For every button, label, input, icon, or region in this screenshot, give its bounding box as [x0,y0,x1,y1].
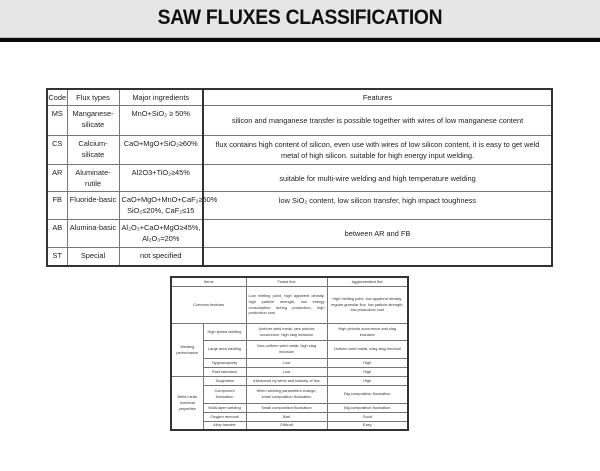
table-row [171,412,408,421]
table-row [47,136,552,165]
fused-cell: Influenced by wires and basicity of flux [246,376,327,385]
features-cell: low SiO₂ content, low silicon transfer, high impact toughness [203,192,552,220]
agglomerated-cell: High pinhole occurrence and slag inclusion [327,323,408,340]
header-code: Code [47,89,67,106]
item-label: Oxygen removal [203,412,246,421]
fused-vs-agglomerated-table [170,276,409,431]
table-row [171,376,408,385]
table-row [171,367,408,376]
table-row [47,192,552,220]
flux-type-cell: Alumina-basic [67,220,119,248]
agglomerated-cell: Big composition fluctuation [327,385,408,403]
table-row [171,403,408,412]
header-flux-types: Flux types [67,89,119,106]
ingredients-line: Al2O3+TiO₂≥45% [131,168,190,177]
title-banner [0,0,600,38]
table-row [171,286,408,323]
item-label: Toughness [203,376,246,385]
flux-classification-table [46,88,553,267]
features-cell: flux contains high content of silicon, even use with wires of low silicon content, it is easy to get weld metal of high silicon. suitable for high energy input welding. [203,136,552,165]
features-cell: silicon and manganese transfer is possible together with wires of low manganese content [203,106,552,136]
fused-cell: Non-uniform weld metal, high slag inclusion [246,340,327,358]
code-cell: CS [47,136,67,165]
fused-cell: Uniform weld metal, rare pinhole occurrence, high slag inclusion [246,323,327,340]
agglomerated-cell: Uniform weld metal, easy slag removal [327,340,408,358]
agglomerated-cell: Big composition fluctuation [327,403,408,412]
ingredients-cell [119,220,203,248]
table-row [47,220,552,248]
table-row [47,248,552,266]
fused-cell: Bad [246,412,327,421]
header-items: Items [171,277,246,286]
fused-cell: Low [246,358,327,367]
table-row [171,385,408,403]
code-cell: AR [47,165,67,192]
header-fused-flux: Fused flux [246,277,327,286]
code-cell: FB [47,192,67,220]
header-major-ingredients: Major ingredients [119,89,203,106]
table-row [47,165,552,192]
ingredients-cell [119,165,203,192]
flux-type-cell: Aluminate-rutile [67,165,119,192]
agglomerated-cell: High [327,367,408,376]
code-cell: MS [47,106,67,136]
agglomerated-cell: Easy [327,421,408,430]
features-cell [203,248,552,266]
ingredients-line: CaO+MgO+MnO+CaF₂≥50% [121,195,218,204]
item-label: Alloy transfer [203,421,246,430]
agglomerated-cell: High melting point, low apparent density, regular granular flux, low particle strength, low production cost [327,286,408,323]
group-label: Weld metal chemical properties [171,376,203,430]
code-cell: AB [47,220,67,248]
item-label: Common features [171,286,246,323]
features-cell: suitable for multi-wire welding and high temperature welding [203,165,552,192]
group-label: Welding performance [171,323,203,376]
ingredients-cell [119,248,203,266]
ingredients-line: CaO+MgO+SiO₂≥60% [123,139,198,148]
item-label: Hygroscopicity [203,358,246,367]
item-label: High speed welding [203,323,246,340]
header-features: Features [203,89,552,106]
fused-cell: Low [246,367,327,376]
title-divider [0,38,600,42]
item-label: Multi-layer welding [203,403,246,412]
ingredients-cell [119,106,203,136]
fused-cell: Small composition fluctuation [246,403,327,412]
table-row [171,340,408,358]
table-header-row [171,277,408,286]
fused-cell: Difficult [246,421,327,430]
agglomerated-cell: Good [327,412,408,421]
flux-type-cell: Fluoride-basic [67,192,119,220]
fused-cell: Low melting point, high apparent density, high particle strength, low energy consumption during production, high production cost [246,286,327,323]
fused-cell: When welding parameters change, small composition fluctuation [246,385,327,403]
table-header-row [47,89,552,106]
flux-type-cell: Special [67,248,119,266]
agglomerated-cell: High [327,358,408,367]
flux-type-cell: Manganese-silicate [67,106,119,136]
item-label: Component fluctuation [203,385,246,403]
ingredients-line: SiO₂≤20%, CaF₂≤15 [127,206,195,215]
item-label: Large area welding [203,340,246,358]
table-row [171,323,408,340]
features-cell: between AR and FB [203,220,552,248]
flux-type-cell: Calcium-silicate [67,136,119,165]
ingredients-cell [119,136,203,165]
agglomerated-cell: High [327,376,408,385]
ingredients-cell [119,192,218,220]
code-cell: ST [47,248,67,266]
ingredients-line: not specified [140,251,182,260]
item-label: Rust tolerance [203,367,246,376]
ingredients-line: Al₂O₃+CaO+MgO≥45%, [121,223,201,232]
header-agglomerated-flux: Agglomerated flux [327,277,408,286]
table-row [171,358,408,367]
ingredients-line: MnO+SiO₂ ≥ 50% [131,109,190,118]
table-row [171,421,408,430]
ingredients-line: Al₂O₃=20% [142,234,180,243]
table-row [47,106,552,136]
page-title: SAW FLUXES CLASSIFICATION [157,6,443,29]
